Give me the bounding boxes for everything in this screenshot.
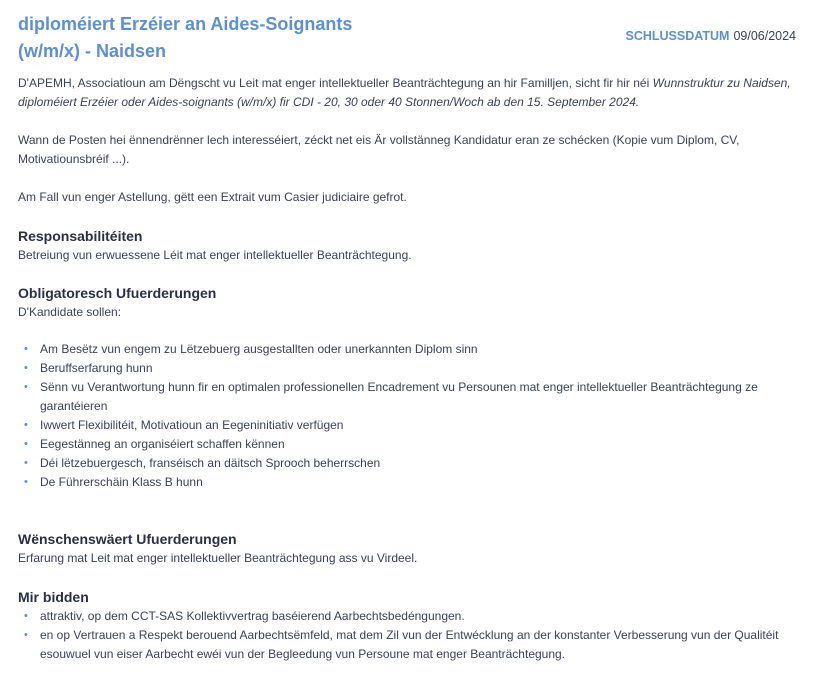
- list-item: • Iwwert Flexibilitéit, Motivatioun an Eegeninitiativ verfügen: [18, 416, 798, 435]
- intro-italic: Wunnstruktur zu Naidsen, diploméiert Erzéier oder Aides-soignants (w/m/x) fir CDI - 20, 30 oder 40 Stonnen/Woch ab den 15. September 2024.: [18, 76, 791, 109]
- deadline-label: SCHLUSSDATUM: [625, 29, 730, 43]
- requirements-heading: Obligatoresch Ufuerderungen: [18, 285, 217, 301]
- requirements-list: [18, 340, 798, 492]
- list-item: • Eegestänneg an organiséiert schaffen kënnen: [18, 435, 798, 454]
- list-item: • De Führerschäin Klass B hunn: [18, 473, 798, 492]
- deadline: [626, 29, 797, 43]
- list-item: • Beruffserfarung hunn: [18, 359, 798, 378]
- casier-paragraph: Am Fall vun enger Astellung, gëtt een Extrait vum Casier judiciaire gefrot.: [18, 190, 407, 204]
- list-item: • Am Besëtz vun engem zu Lëtzebuerg ausgestallten oder unerkannten Diplom sinn: [18, 340, 798, 359]
- responsibilities-text: Betreiung vun erwuessene Léit mat enger intellektueller Beanträchtegung.: [18, 248, 412, 262]
- intro-paragraph: [18, 74, 798, 112]
- job-title-line-2: (w/m/x) - Naidsen: [18, 41, 167, 61]
- wishes-text: Erfarung mat Leit mat enger intellektueller Beanträchtegung ass vu Virdeel.: [18, 551, 418, 565]
- apply-paragraph: Wann de Posten hei ënnendrënner lech interesséiert, zéckt net eis Är vollstänneg Kandidatur eran ze schécken (Kopie vum Diplom, CV, Motivatiounsbréif ...).: [18, 133, 740, 166]
- list-item: • en op Vertrauen a Respekt berouend Aarbechtsëmfeld, mat dem Zil vun der Entwécklung an der konstanter Verbesserung vun der Qualitéit esouwuel vun eiser Aarbecht ewéi vun der Begleedung vun Persoune mat enger Beanträchtegung.: [18, 626, 798, 664]
- deadline-value: 09/06/2024: [733, 29, 796, 43]
- job-description: [18, 74, 798, 664]
- requirements-intro: D'Kandidate sollen:: [18, 305, 122, 319]
- wishes-heading: Wënschenswäert Ufuerderungen: [18, 531, 237, 547]
- intro-plain: D'APEMH, Associatioun am Dëngscht vu Leit mat enger intellektueller Beanträchtegung an hir Familljen, sicht fir hir néi: [18, 76, 653, 90]
- responsibilities-heading: Responsabilitéiten: [18, 228, 143, 244]
- list-item: • Déi lëtzebuergesch, franséisch an däitsch Sprooch beherrschen: [18, 454, 798, 473]
- list-item: • Sënn vu Verantwortung hunn fir en optimalen professionellen Encadrement vu Persounen mat enger intellektueller Beanträchtegung ze garantéieren: [18, 378, 798, 416]
- offers-list: [18, 607, 798, 664]
- list-item: • attraktiv, op dem CCT-SAS Kollektivvertrag baséierend Aarbechtsbedéngungen.: [18, 607, 798, 626]
- job-title: [18, 11, 578, 65]
- offers-heading: Mir bidden: [18, 589, 89, 605]
- job-title-line-1: diploméiert Erzéier an Aides-Soignants: [18, 14, 353, 34]
